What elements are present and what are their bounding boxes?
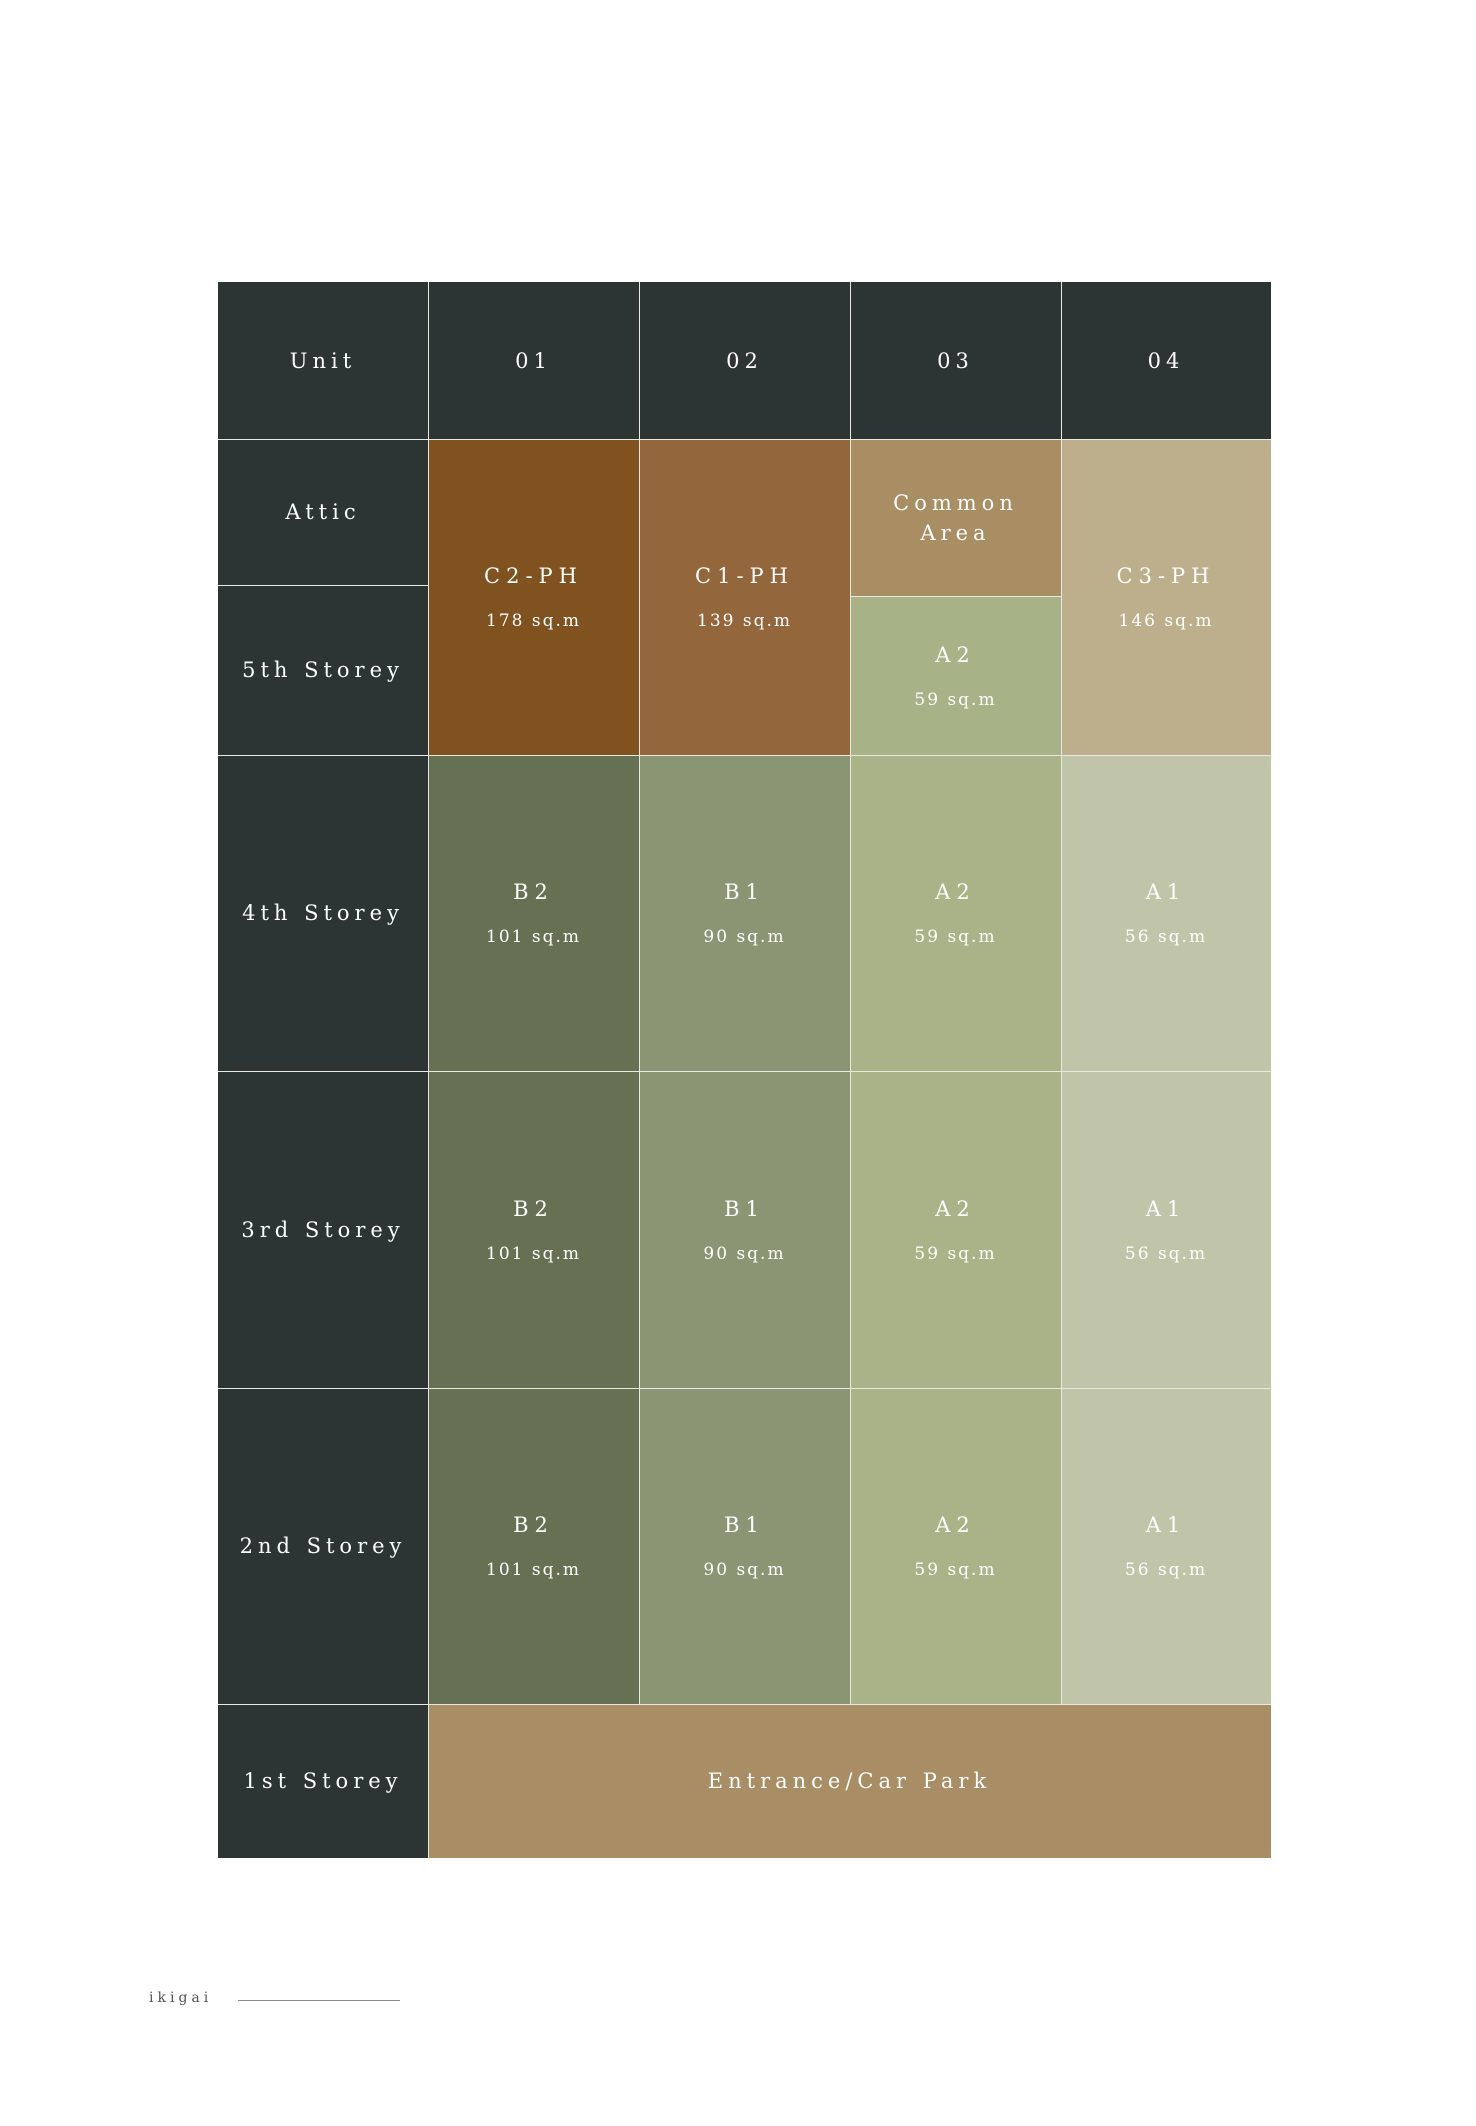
unit-code: B1 <box>724 1513 765 1537</box>
divider-horizontal <box>850 596 1061 597</box>
unit-area: 90 sq.m <box>703 1560 786 1580</box>
footer-rule <box>238 2000 400 2001</box>
footer-brand: ikigai <box>149 1990 213 2006</box>
unit-code: C2-PH <box>484 564 583 588</box>
row-label-4th-storey <box>218 755 428 1071</box>
row-label-attic <box>218 439 428 585</box>
unit-area: 59 sq.m <box>914 927 997 947</box>
unit-area: 139 sq.m <box>697 611 792 631</box>
unit-a1-3rd <box>1061 1071 1271 1388</box>
unit-area: 59 sq.m <box>914 689 997 710</box>
unit-code: B2 <box>513 1513 554 1537</box>
divider-horizontal <box>218 439 1271 440</box>
unit-a1-4th <box>1061 755 1271 1071</box>
unit-area: 146 sq.m <box>1118 611 1214 631</box>
unit-code: A1 <box>1145 1513 1187 1537</box>
unit-distribution-table <box>218 282 1271 1858</box>
unit-code: B1 <box>724 1196 765 1221</box>
unit-area: 90 sq.m <box>703 1243 786 1264</box>
unit-area: 178 sq.m <box>486 611 581 631</box>
unit-area: 101 sq.m <box>486 1243 581 1264</box>
unit-code: C1-PH <box>695 564 794 588</box>
row-label-2nd-storey <box>218 1388 428 1704</box>
row-label-1st-storey <box>218 1704 428 1858</box>
entrance-car-park-label: Entrance/Car Park <box>707 1769 992 1793</box>
unit-a2-4th <box>850 755 1061 1071</box>
unit-area: 56 sq.m <box>1124 1243 1208 1264</box>
divider-horizontal <box>218 1071 1271 1072</box>
unit-code: C3-PH <box>1116 564 1216 588</box>
unit-code: B2 <box>513 880 554 904</box>
row-label: 3rd Storey <box>241 1217 405 1242</box>
header-column-03 <box>850 282 1061 439</box>
column-label: 02 <box>726 348 763 373</box>
unit-area: 56 sq.m <box>1124 1560 1208 1580</box>
header-column-01 <box>428 282 639 439</box>
divider-horizontal <box>218 755 1271 756</box>
column-label: 04 <box>1147 348 1185 373</box>
unit-b1-3rd <box>639 1071 850 1388</box>
divider-horizontal <box>218 585 428 586</box>
unit-code: B1 <box>724 880 765 904</box>
unit-code: A1 <box>1145 1196 1187 1221</box>
unit-a2-5th <box>850 596 1061 755</box>
unit-code: A2 <box>935 1196 976 1221</box>
divider-vertical <box>1061 282 1062 1704</box>
header-column-02 <box>639 282 850 439</box>
unit-a1-2nd <box>1061 1388 1271 1704</box>
unit-b2-2nd <box>428 1388 639 1704</box>
entrance-car-park <box>428 1704 1271 1858</box>
row-label: 5th Storey <box>242 658 404 682</box>
unit-code: A2 <box>935 880 976 904</box>
unit-code: A1 <box>1145 880 1187 904</box>
unit-code: A2 <box>935 642 976 667</box>
unit-b1-4th <box>639 755 850 1071</box>
unit-area: 101 sq.m <box>486 1560 581 1580</box>
row-label: 1st Storey <box>243 1769 403 1793</box>
unit-area: 59 sq.m <box>914 1243 997 1264</box>
unit-a2-2nd <box>850 1388 1061 1704</box>
unit-a2-3rd <box>850 1071 1061 1388</box>
divider-vertical <box>428 1704 429 1858</box>
unit-b2-4th <box>428 755 639 1071</box>
row-label: Attic <box>285 500 361 524</box>
unit-code: A2 <box>935 1513 976 1537</box>
unit-area: 101 sq.m <box>486 927 581 947</box>
divider-vertical <box>639 282 640 1704</box>
row-label-5th-storey <box>218 585 428 755</box>
divider-vertical <box>850 282 851 1704</box>
unit-area: 90 sq.m <box>703 927 786 947</box>
row-label: 4th Storey <box>242 901 404 925</box>
unit-b1-2nd <box>639 1388 850 1704</box>
unit-area: 56 sq.m <box>1124 927 1208 947</box>
unit-c2-ph <box>428 439 639 755</box>
column-label: 03 <box>937 348 974 373</box>
unit-c3-ph <box>1061 439 1271 755</box>
common-area-label-line2: Area <box>920 520 991 545</box>
common-area <box>850 439 1061 596</box>
unit-code: B2 <box>513 1196 554 1221</box>
header-unit-cell <box>218 282 428 439</box>
row-label-3rd-storey <box>218 1071 428 1388</box>
divider-horizontal <box>218 1704 1271 1705</box>
unit-b2-3rd <box>428 1071 639 1388</box>
common-area-label-line1: Common <box>893 490 1018 515</box>
unit-area: 59 sq.m <box>914 1560 997 1580</box>
divider-horizontal <box>218 1388 1271 1389</box>
row-label: 2nd Storey <box>239 1534 407 1558</box>
column-label: 01 <box>515 348 552 373</box>
header-column-04 <box>1061 282 1271 439</box>
unit-c1-ph <box>639 439 850 755</box>
divider-vertical <box>428 282 429 1704</box>
header-unit-label: Unit <box>289 348 357 373</box>
